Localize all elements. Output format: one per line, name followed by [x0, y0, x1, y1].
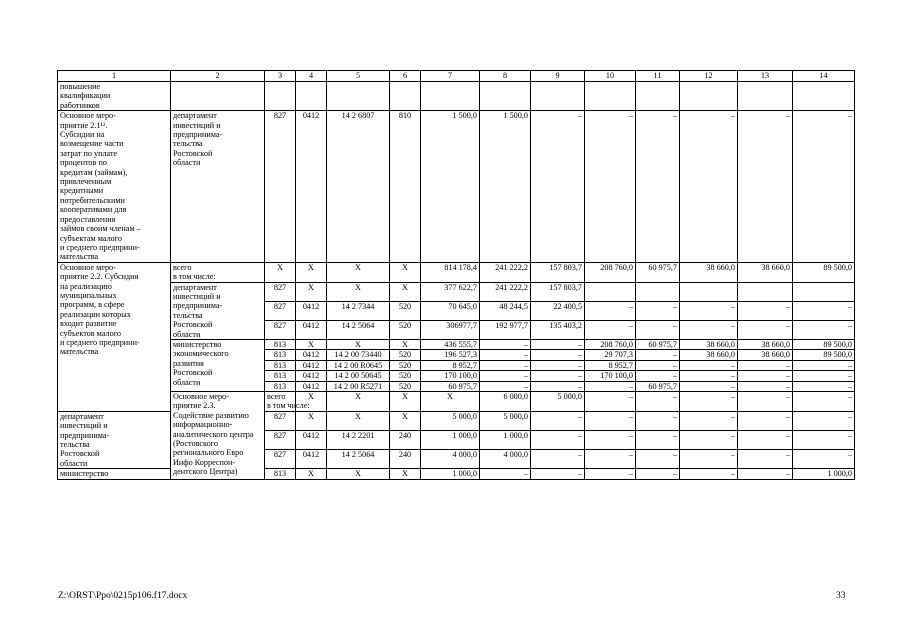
value-cell: 196 527,3	[421, 350, 480, 360]
column-number: 7	[421, 71, 480, 82]
value-cell: –	[636, 430, 680, 449]
value-cell: –	[738, 392, 793, 412]
value-cell: 827	[265, 301, 296, 320]
cell-text-line: в том числе:	[173, 272, 216, 282]
value-cell	[793, 282, 855, 301]
empty-cell	[531, 82, 585, 111]
cell-text-line: Ростовской	[60, 449, 100, 459]
value-cell: –	[793, 411, 855, 430]
value-cell	[585, 282, 636, 301]
value-cell: 89 500,0	[793, 339, 855, 349]
value-cell: 14 2 7344	[327, 301, 390, 320]
value-cell: 5 000,0	[531, 392, 585, 412]
value-cell: 14 2 5064	[327, 320, 390, 339]
value-cell: –	[636, 111, 680, 263]
value-cell: –	[793, 301, 855, 320]
value-cell: –	[680, 430, 738, 449]
cell-text-line: министерство	[60, 469, 109, 479]
cell-text-line: всего	[267, 392, 286, 401]
empty-cell	[793, 82, 855, 111]
empty-cell	[265, 82, 296, 111]
value-cell: –	[480, 339, 531, 349]
cell-text-line: привлеченным	[60, 177, 112, 187]
value-cell: –	[738, 469, 793, 479]
value-cell: 813	[265, 469, 296, 479]
value-cell: 38 660,0	[738, 350, 793, 360]
value-cell: 208 760,0	[585, 339, 636, 349]
value-cell: 29 707,3	[585, 350, 636, 360]
cell-text-line: инвестиций и	[173, 120, 221, 130]
column-number: 9	[531, 71, 585, 82]
value-cell: –	[480, 381, 531, 391]
value-cell: –	[585, 430, 636, 449]
value-cell: –	[585, 450, 636, 469]
value-cell: –	[738, 360, 793, 370]
value-cell: –	[480, 350, 531, 360]
value-cell: –	[680, 411, 738, 430]
value-cell: –	[680, 301, 738, 320]
cell-text-line: потребительскими	[60, 195, 125, 205]
value-cell: X	[390, 392, 421, 412]
value-cell: 70 645,0	[421, 301, 480, 320]
value-cell: –	[531, 111, 585, 263]
value-cell: 14 2 00 73440	[327, 350, 390, 360]
cell-text-line: департамент	[173, 111, 217, 121]
empty-cell	[390, 82, 421, 111]
value-cell	[636, 282, 680, 301]
value-cell: 8 952,7	[585, 360, 636, 370]
value-cell: 1 000,0	[480, 430, 531, 449]
value-cell: –	[680, 111, 738, 263]
value-cell: 0412	[296, 301, 327, 320]
value-cell: 813	[265, 339, 296, 349]
value-cell: 0412	[296, 381, 327, 391]
value-cell: 520	[390, 301, 421, 320]
value-cell: –	[585, 392, 636, 412]
value-cell: –	[585, 469, 636, 479]
value-cell: 89 500,0	[793, 262, 855, 282]
value-cell: –	[480, 469, 531, 479]
value-cell: 827	[265, 111, 296, 263]
value-cell: 827	[265, 450, 296, 469]
empty-cell	[327, 82, 390, 111]
empty-cell	[421, 82, 480, 111]
cell-text-line: области	[173, 158, 201, 168]
cell-text-line: Инфо Корреспон-	[173, 457, 236, 467]
executor-cell	[171, 111, 265, 263]
value-cell: 810	[390, 111, 421, 263]
cell-text-line: реализации которых	[60, 309, 131, 319]
value-cell: 0412	[296, 111, 327, 263]
cell-text-line: министерство	[173, 339, 222, 349]
value-cell: 0412	[296, 430, 327, 449]
value-cell: X	[296, 262, 327, 282]
value-cell: X	[327, 411, 390, 430]
value-cell: 89 500,0	[793, 350, 855, 360]
value-cell: X	[421, 392, 480, 412]
cell-text-line: тельства	[60, 440, 90, 450]
value-cell: X	[296, 411, 327, 430]
value-cell: 241 222,2	[480, 282, 531, 301]
value-cell: –	[680, 469, 738, 479]
cell-text-line: мательства	[60, 347, 99, 357]
value-cell: X	[390, 469, 421, 479]
cell-text-line: Содействие развитию	[173, 410, 249, 420]
value-cell: X	[390, 411, 421, 430]
value-cell: –	[531, 360, 585, 370]
value-cell: 520	[390, 360, 421, 370]
column-number: 3	[265, 71, 296, 82]
value-cell: 813	[265, 381, 296, 391]
value-cell: –	[585, 381, 636, 391]
value-cell: X	[327, 392, 390, 412]
value-cell: 520	[390, 320, 421, 339]
empty-cell	[636, 82, 680, 111]
value-cell: 241 222,2	[480, 262, 531, 282]
value-cell: 208 760,0	[585, 262, 636, 282]
value-cell: X	[390, 282, 421, 301]
value-cell: 157 803,7	[531, 282, 585, 301]
cell-text-line: входит развитие	[60, 319, 117, 329]
value-cell: 306977,7	[421, 320, 480, 339]
value-cell: 4 000,0	[480, 450, 531, 469]
cell-text-line: Основное меро-	[60, 262, 116, 272]
executor-cell	[171, 262, 265, 282]
cell-text-line: возмещение части	[60, 139, 124, 149]
value-cell: X	[327, 262, 390, 282]
activity-name-cell	[171, 392, 265, 480]
cell-text-line: предпринима-	[173, 130, 223, 140]
value-cell: –	[793, 381, 855, 391]
cell-text-line: приятие 2.2. Субсидия	[60, 272, 139, 282]
value-cell: –	[738, 301, 793, 320]
footer-page-number: 33	[836, 591, 846, 601]
value-cell: X	[390, 262, 421, 282]
cell-text-line: (Ростовского	[173, 439, 218, 449]
value-cell: –	[585, 320, 636, 339]
value-cell: 0412	[296, 350, 327, 360]
value-cell: 1 000,0	[421, 430, 480, 449]
cell-text-line: повышение	[60, 82, 101, 91]
value-cell: –	[738, 430, 793, 449]
value-cell: 38 660,0	[680, 262, 738, 282]
value-cell: 813	[265, 371, 296, 381]
value-cell: 827	[265, 411, 296, 430]
value-cell: 170 100,0	[421, 371, 480, 381]
empty-cell	[738, 82, 793, 111]
cell-text-line: области	[60, 458, 88, 468]
value-cell: 0412	[296, 360, 327, 370]
activity-name-cell	[58, 82, 171, 111]
activity-name-cell	[58, 262, 171, 411]
measure-2-3-total-row	[58, 392, 855, 412]
value-cell: 14 2 00 R5271	[327, 381, 390, 391]
value-cell: –	[793, 450, 855, 469]
value-cell: –	[680, 320, 738, 339]
value-cell: 436 555,7	[421, 339, 480, 349]
cell-text-line: приятие 2.3.	[173, 401, 216, 411]
value-cell: 1 000,0	[793, 469, 855, 479]
cell-text-line: работников	[60, 100, 100, 110]
value-cell: –	[636, 450, 680, 469]
cell-text-line: в том числе:	[267, 401, 310, 411]
value-cell: 4 000,0	[421, 450, 480, 469]
empty-cell	[480, 82, 531, 111]
value-cell: 14 2 5064	[327, 450, 390, 469]
value-cell: –	[738, 411, 793, 430]
value-cell: –	[531, 469, 585, 479]
cell-text-line: Субсидии на	[60, 130, 105, 140]
value-cell: –	[585, 411, 636, 430]
cell-text-line: области	[173, 329, 201, 339]
value-cell: 5 000,0	[421, 411, 480, 430]
cell-text-line: Основное меро-	[60, 111, 116, 121]
value-cell: 38 660,0	[680, 339, 738, 349]
cell-text-line: и среднего предприни-	[60, 337, 140, 347]
value-cell: –	[636, 392, 680, 412]
column-number: 4	[296, 71, 327, 82]
value-cell: –	[793, 360, 855, 370]
value-cell: 1 000,0	[421, 469, 480, 479]
value-cell: –	[531, 430, 585, 449]
empty-cell	[171, 82, 265, 111]
value-cell: X	[327, 469, 390, 479]
value-cell: –	[680, 381, 738, 391]
value-cell: –	[738, 450, 793, 469]
measure-2-2-ministry-row	[58, 339, 855, 349]
column-number: 5	[327, 71, 390, 82]
value-cell: –	[480, 360, 531, 370]
cell-text-line: развития	[173, 358, 204, 368]
value-cell: –	[585, 111, 636, 263]
executor-cell	[58, 411, 171, 468]
value-cell: 814 178,4	[421, 262, 480, 282]
value-cell	[738, 282, 793, 301]
value-cell: 135 403,2	[531, 320, 585, 339]
value-cell: 22 400,5	[531, 301, 585, 320]
cell-text-line: займов своим членам –	[60, 224, 141, 234]
measure-2-2-dept-row	[58, 282, 855, 301]
value-cell: 813	[265, 350, 296, 360]
empty-cell	[680, 82, 738, 111]
value-cell: –	[793, 392, 855, 412]
value-cell: –	[636, 411, 680, 430]
executor-cell	[58, 469, 171, 479]
value-cell: 1 500,0	[480, 111, 531, 263]
value-cell: –	[680, 360, 738, 370]
value-cell: X	[296, 282, 327, 301]
value-cell: 60 975,7	[636, 339, 680, 349]
cell-text-line: инвестиций и	[60, 421, 108, 431]
cell-text-line: муниципальных	[60, 290, 117, 300]
cell-text-line: предпринима-	[173, 301, 223, 311]
activity-name-cell	[58, 111, 171, 263]
cell-text-line: квалификации	[60, 91, 111, 101]
value-cell	[680, 282, 738, 301]
value-cell: 5 000,0	[480, 411, 531, 430]
value-cell: 38 660,0	[738, 339, 793, 349]
value-cell: –	[531, 339, 585, 349]
cell-text-line: предоставления	[60, 214, 116, 224]
value-cell: –	[793, 320, 855, 339]
column-number: 6	[390, 71, 421, 82]
cell-text-line: на реализацию	[60, 281, 112, 291]
value-cell: –	[793, 371, 855, 381]
continuation-row	[58, 82, 855, 111]
value-cell: –	[585, 301, 636, 320]
cell-text-line: аналитического центра	[173, 429, 254, 439]
column-number: 1	[58, 71, 171, 82]
value-cell: 240	[390, 430, 421, 449]
value-cell: –	[680, 371, 738, 381]
value-cell: 14 2 00 R0645	[327, 360, 390, 370]
value-cell: 14 2 6807	[327, 111, 390, 263]
cell-text-line: всего	[173, 262, 192, 272]
value-cell: –	[636, 350, 680, 360]
cell-text-line: департамент	[173, 282, 217, 292]
value-cell: 60 975,7	[636, 262, 680, 282]
cell-text-line: мательства	[60, 252, 99, 262]
value-cell: X	[327, 282, 390, 301]
budget-table	[57, 70, 855, 480]
cell-text-line: кредитными	[60, 186, 104, 196]
value-cell: 813	[265, 360, 296, 370]
value-cell: –	[531, 371, 585, 381]
column-number: 11	[636, 71, 680, 82]
cell-text-line: предпринима-	[60, 430, 110, 440]
value-cell: –	[636, 320, 680, 339]
column-number: 14	[793, 71, 855, 82]
cell-text-line: и среднего предприни-	[60, 242, 140, 252]
value-cell: 377 622,7	[421, 282, 480, 301]
cell-text-line: экономического	[173, 349, 229, 359]
value-cell: –	[680, 392, 738, 412]
cell-text-line: Ростовской	[173, 368, 213, 378]
value-cell: –	[738, 111, 793, 263]
cell-text-line: кооперативами для	[60, 205, 127, 215]
header-row	[58, 71, 855, 82]
executor-cell	[171, 282, 265, 339]
cell-text-line: процентов по	[60, 158, 107, 168]
value-cell: X	[390, 339, 421, 349]
value-cell: 827	[265, 430, 296, 449]
value-cell: 38 660,0	[738, 262, 793, 282]
executor-cell	[265, 392, 310, 412]
empty-cell	[585, 82, 636, 111]
value-cell: 0412	[296, 371, 327, 381]
value-cell: X	[327, 339, 390, 349]
value-cell: –	[531, 350, 585, 360]
value-cell: 14 2 00 50645	[327, 371, 390, 381]
value-cell: 157 803,7	[531, 262, 585, 282]
value-cell: –	[636, 371, 680, 381]
value-cell: 1 500,0	[421, 111, 480, 263]
value-cell: –	[480, 371, 531, 381]
cell-text-line: информационно-	[173, 420, 233, 430]
cell-text-line: затрат по уплате	[60, 148, 118, 158]
value-cell: –	[531, 411, 585, 430]
cell-text-line: кредитам (займам),	[60, 167, 128, 177]
cell-text-line: программ, в сфере	[60, 300, 125, 310]
value-cell: 38 660,0	[680, 350, 738, 360]
cell-text-line: инвестиций и	[173, 291, 221, 301]
value-cell: –	[636, 360, 680, 370]
value-cell: –	[636, 301, 680, 320]
value-cell: 240	[390, 450, 421, 469]
cell-text-line: области	[173, 377, 201, 387]
measure-2-1-row	[58, 111, 855, 263]
measure-2-2-total-row	[58, 262, 855, 282]
cell-text-line: регионального Евро	[173, 448, 244, 458]
value-cell: –	[738, 381, 793, 391]
column-number: 12	[680, 71, 738, 82]
cell-text-line: дентского Центра)	[173, 467, 238, 477]
value-cell: 6 000,0	[480, 392, 531, 412]
value-cell: 827	[265, 320, 296, 339]
value-cell: 8 952,7	[421, 360, 480, 370]
value-cell: 192 977,7	[480, 320, 531, 339]
value-cell: –	[680, 450, 738, 469]
column-number: 10	[585, 71, 636, 82]
value-cell: –	[738, 320, 793, 339]
cell-text-line: тельства	[173, 139, 203, 149]
value-cell: –	[531, 450, 585, 469]
cell-text-line: Основное меро-	[173, 392, 229, 401]
cell-text-line: Ростовской	[173, 320, 213, 330]
value-cell: X	[296, 339, 327, 349]
value-cell: X	[265, 262, 296, 282]
footer-file-path: Z:\ORST\Ppo\0215p106.f17.docx	[58, 591, 188, 601]
value-cell: X	[296, 469, 327, 479]
value-cell: –	[531, 381, 585, 391]
value-cell: 48 244,5	[480, 301, 531, 320]
cell-text-line: субъектов малого	[60, 328, 121, 338]
value-cell: 14 2 2201	[327, 430, 390, 449]
cell-text-line: департамент	[60, 411, 104, 421]
value-cell: 520	[390, 371, 421, 381]
executor-cell	[171, 339, 265, 391]
value-cell: 60 975,7	[421, 381, 480, 391]
cell-text-line: тельства	[173, 310, 203, 320]
value-cell: 520	[390, 350, 421, 360]
value-cell: 520	[390, 381, 421, 391]
value-cell: 0412	[296, 450, 327, 469]
value-cell: X	[296, 392, 327, 412]
value-cell: 170 100,0	[585, 371, 636, 381]
value-cell: 60 975,7	[636, 381, 680, 391]
value-cell: 827	[265, 282, 296, 301]
column-number: 13	[738, 71, 793, 82]
column-number: 2	[171, 71, 265, 82]
cell-text-line: приятие 2.1¹².	[60, 120, 108, 130]
value-cell: –	[793, 111, 855, 263]
cell-text-line: субъектам малого	[60, 233, 123, 243]
value-cell: 0412	[296, 320, 327, 339]
empty-cell	[296, 82, 327, 111]
value-cell: –	[738, 371, 793, 381]
value-cell: –	[793, 430, 855, 449]
value-cell: –	[636, 469, 680, 479]
column-number: 8	[480, 71, 531, 82]
cell-text-line: Ростовской	[173, 148, 213, 158]
